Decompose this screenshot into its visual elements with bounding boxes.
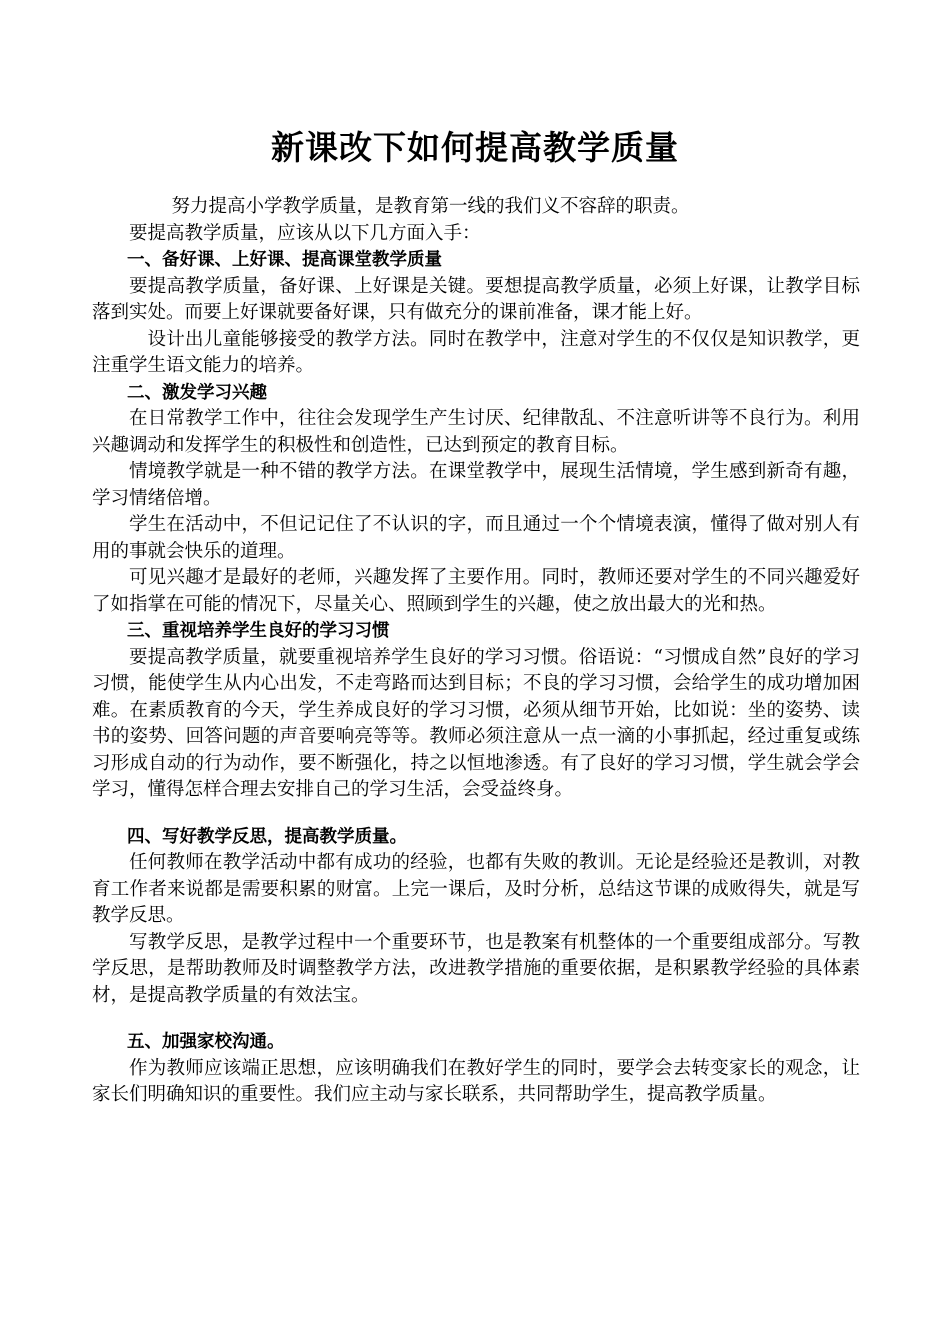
body-paragraph: 作为教师应该端正思想，应该明确我们在教好学生的同时，要学会去转变家长的观念，让家长们明确知识的重要性。我们应主动与家长联系，共同帮助学生，提高教学质量。 [92,1057,860,1105]
document-body [92,194,860,1109]
section-heading-4: 四、写好教学反思，提高教学质量。 [127,826,407,847]
intro-paragraph: 要提高教学质量，应该从以下几方面入手： [129,222,481,244]
body-paragraph: 在日常教学工作中，往往会发现学生产生讨厌、纪律散乱、不注意听讲等不良行为。利用兴趣调动和发挥学生的积极性和创造性，已达到预定的教育目标。 [92,408,860,456]
body-paragraph: 情境教学就是一种不错的教学方法。在课堂教学中，展现生活情境，学生感到新奇有趣，学习情绪倍增。 [92,461,860,509]
body-paragraph: 要提高教学质量，备好课、上好课是关键。要想提高教学质量，必须上好课，让教学目标落到实处。而要上好课就要备好课，只有做充分的课前准备，课才能上好。 [92,275,860,323]
body-paragraph: 写教学反思，是教学过程中一个重要环节，也是教案有机整体的一个重要组成部分。写教学反思，是帮助教师及时调整教学方法，改进教学措施的重要依据，是积累教学经验的具体素材，是提高教学质量的有效法宝。 [92,931,860,1006]
section-heading-5: 五、加强家校沟通。 [127,1032,285,1052]
body-paragraph: 任何教师在教学活动中都有成功的经验，也都有失败的教训。无论是经验还是教训，对教育工作者来说都是需要积累的财富。上完一课后，及时分析，总结这节课的成败得失，就是写教学反思。 [92,852,860,926]
body-paragraph: 要提高教学质量，就要重视培养学生良好的学习习惯。俗语说：“习惯成自然”良好的学习习惯，能使学生从内心出发，不走弯路而达到目标；不良的学习习惯，会给学生的成功增加困难。在素质教育的今天，学生养成良好的学习习惯，必须从细节开始，比如说：坐的姿势、读书的姿势、回答问题的声音要响亮等等。教师必须注意从一点一滴的小事抓起，经过重复或练习形成自动的行为动作，要不断强化，持之以恒地渗透。有了良好的学习习惯，学生就会学会学习，懂得怎样合理去安排自己的学习生活，会受益终身。 [92,646,860,800]
intro-paragraph: 努力提高小学教学质量，是教育第一线的我们义不容辞的职责。 [171,196,690,217]
section-heading-2: 二、激发学习兴趣 [127,382,267,403]
body-paragraph: 学生在活动中，不但记记住了不认识的字，而且通过一个个情境表演，懂得了做对别人有用的事就会快乐的道理。 [92,514,860,562]
body-paragraph: 可见兴趣才是最好的老师，兴趣发挥了主要作用。同时，教师还要对学生的不同兴趣爱好了如指掌在可能的情况下，尽量关心、照顾到学生的兴趣，使之放出最大的光和热。 [92,567,860,615]
section-heading-1: 一、备好课、上好课、提高课堂教学质量 [127,250,442,270]
body-paragraph: 设计出儿童能够接受的教学方法。同时在教学中，注意对学生的不仅仅是知识教学，更注重学生语文能力的培养。 [92,328,860,376]
document-title: 新课改下如何提高教学质量 [271,128,679,167]
section-heading-3: 三、重视培养学生良好的学习习惯 [127,621,390,641]
